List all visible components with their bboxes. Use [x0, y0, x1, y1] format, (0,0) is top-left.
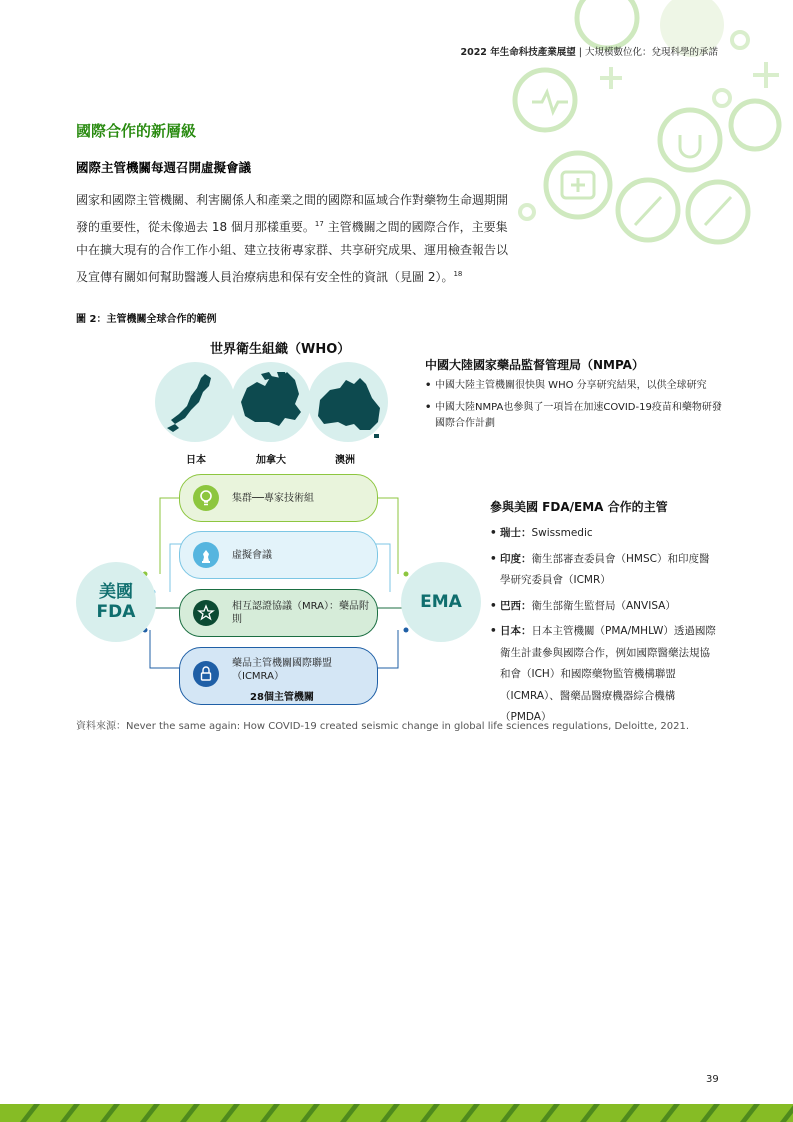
collab-label: 集群──專家技術組 [232, 492, 315, 504]
partner-text: 衛生部衛生監督局（ANVISA） [531, 599, 676, 612]
ema-node [401, 562, 481, 642]
header-subtitle: 大規模數位化：兌現科學的承諾 [584, 47, 718, 58]
japan-circle [155, 362, 235, 442]
footer-stripe [0, 1104, 793, 1122]
list-item [490, 549, 718, 592]
subsection-title: 國際主管機關每週召開虛擬會議 [76, 160, 252, 175]
running-header [460, 44, 718, 58]
lock-icon [193, 661, 219, 687]
stethoscope-icon [660, 110, 720, 170]
fda-label-line2: FDA [96, 602, 136, 622]
japan-map-icon [155, 362, 235, 442]
partner-text: Swissmedic [531, 527, 593, 539]
footnote-ref: 18 [453, 269, 463, 278]
figure-caption: 圖 2：主管機關全球合作的範例 [76, 314, 217, 325]
partner-country: 印度： [500, 552, 532, 565]
paragraph-part-1: 國家和國際主管機關、利害關係人和產業之間的國際和區域合作對藥物生命週期開發的重要性，從未像過去 18 個月那樣重要。 [76, 193, 509, 234]
pill-icon [731, 101, 779, 149]
who-title: 世界衛生組織（WHO） [210, 342, 351, 357]
collab-label: 虛擬會議 [232, 549, 272, 561]
star-icon [193, 600, 219, 626]
australia-map-icon [308, 362, 388, 442]
partner-country: 巴西： [500, 599, 532, 612]
list-item [490, 523, 718, 545]
country-label: 加拿大 [256, 455, 286, 466]
list-item: • 中國大陸主管機關很快與 WHO 分享研究結果，以供全球研究 [425, 378, 725, 394]
partners-list [490, 523, 718, 733]
source-note: 資料來源：Never the same again: How COVID-19 created seismic change in global life sciences regulations, Deloitte, 2021. [76, 721, 689, 732]
partner-text: 衛生部審查委員會（HMSC）和印度醫學研究委員會（ICMR） [500, 552, 710, 586]
collab-pill [179, 531, 378, 579]
icmra-note: 28個主管機關 [250, 692, 314, 703]
plus-icon [600, 67, 622, 89]
dna-icon [577, 0, 637, 48]
country-label: 澳洲 [335, 455, 355, 466]
list-item: • 中國大陸NMPA也參與了一項旨在加速COVID-19疫苗和藥物研發國際合作計劃 [425, 400, 725, 432]
header-report: 2022 年生命科技產業展望 [460, 47, 576, 58]
heart-monitor-icon [515, 70, 575, 130]
plus-icon [753, 62, 779, 88]
footnote-ref: 17 [314, 219, 324, 228]
us-fda-node [76, 562, 156, 642]
body-paragraph [76, 189, 510, 289]
canada-map-icon [231, 362, 311, 442]
partner-country: 日本： [500, 625, 532, 637]
list-item [490, 621, 718, 729]
country-label: 日本 [186, 455, 206, 466]
chess-piece-icon [193, 542, 219, 568]
australia-circle [308, 362, 388, 442]
ema-label: EMA [420, 592, 462, 612]
medical-icons-decoration [500, 0, 793, 250]
page-number: 39 [706, 1074, 719, 1085]
partner-country: 瑞士： [500, 527, 532, 539]
collab-label: 相互認證協議（MRA）：藥品附則 [232, 601, 370, 625]
list-item [490, 596, 718, 618]
collab-label: 藥品主管機關國際聯盟（ICMRA） [232, 658, 332, 682]
fda-label-line1: 美國 [98, 582, 133, 602]
nmpa-list [425, 378, 725, 432]
collab-pill [179, 589, 378, 637]
partner-text: 日本主管機關（PMA/MHLW）透過國際衛生計畫參與國際合作，例如國際醫藥法規協和會（ICH）和國際藥物監管機構聯盟（ICMRA）、醫藥品醫療機器綜合機構（PMDA） [500, 625, 716, 723]
lightbulb-icon [193, 485, 219, 511]
paragraph-part-2: 主管機關之間的國際合作，主要集中在擴大現有的合作工作小組、建立技術專家群、共享研究成果、運用檢查報告以及宣傳有關如何幫助醫護人員治療病患和保有安全性的資訊（見圖 2）。 [76, 219, 509, 284]
header-separator: | [578, 47, 582, 58]
canada-circle [231, 362, 311, 442]
collab-pill [179, 647, 378, 705]
collab-pill [179, 474, 378, 522]
partners-title: 參與美國 FDA/EMA 合作的主管 [490, 500, 668, 514]
section-title: 國際合作的新層級 [76, 122, 197, 140]
nmpa-title: 中國大陸國家藥品監督管理局（NMPA） [425, 358, 644, 372]
